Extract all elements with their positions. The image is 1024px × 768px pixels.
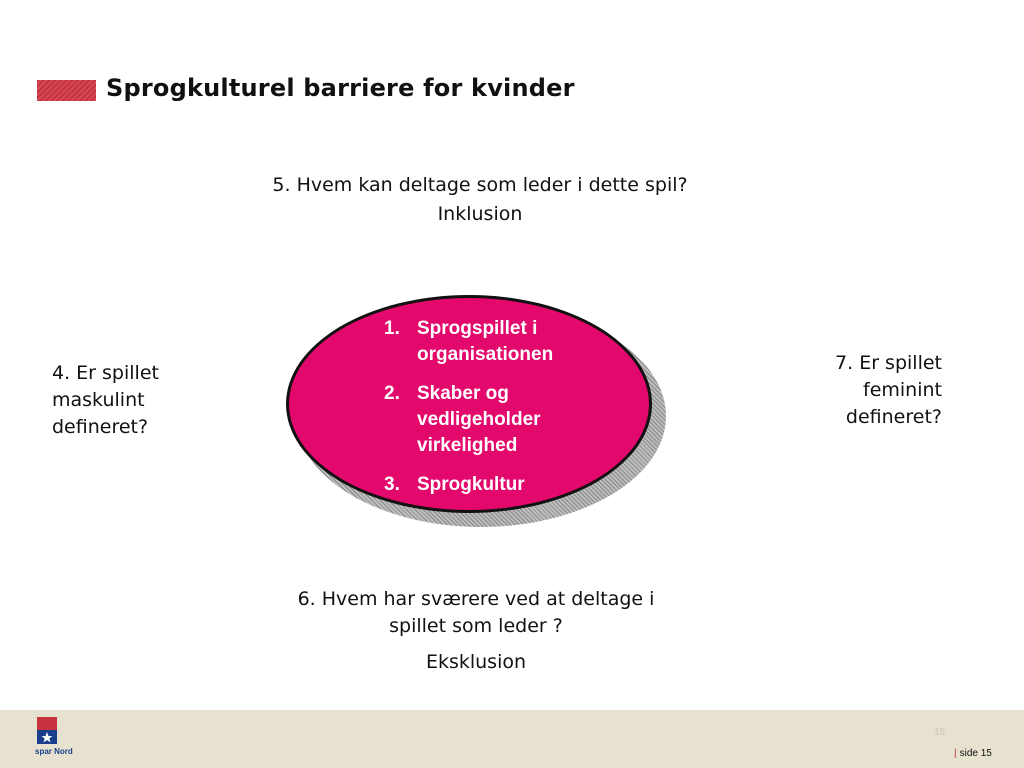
separator-bar: | bbox=[954, 748, 957, 759]
question-4-line-3: defineret? bbox=[52, 416, 149, 438]
ellipse-item-1-line-1: Sprogspillet i bbox=[417, 318, 538, 339]
slide-number-faint: 15 bbox=[934, 727, 946, 738]
question-5-sub: Inklusion bbox=[437, 203, 523, 225]
question-6-sub: Eksklusion bbox=[425, 651, 527, 673]
ellipse-item-2-number: 2. bbox=[384, 383, 400, 404]
ellipse-item-1-text bbox=[417, 316, 553, 368]
question-5 bbox=[180, 172, 780, 228]
question-6-line-2: spillet som leder ? bbox=[389, 615, 563, 637]
question-6-line-1: 6. Hvem har sværere ved at deltage i bbox=[297, 588, 655, 610]
ellipse-item-2-line-1: Skaber og bbox=[417, 383, 509, 404]
logo-text: spar Nord bbox=[35, 747, 73, 756]
ellipse-item-2 bbox=[384, 381, 624, 459]
question-7 bbox=[835, 350, 942, 431]
footer-band bbox=[0, 710, 1024, 768]
ellipse-item-3-text bbox=[417, 472, 525, 498]
ellipse-item-3-number: 3. bbox=[384, 474, 400, 495]
question-7-line-1: 7. Er spillet bbox=[835, 352, 942, 374]
title-accent-bar bbox=[37, 80, 96, 101]
ellipse-item-3 bbox=[384, 472, 624, 498]
ellipse-list bbox=[384, 316, 624, 511]
slide-title: Sprogkulturel barriere for kvinder bbox=[106, 74, 575, 102]
question-4 bbox=[52, 360, 159, 441]
page-indicator-text: side 15 bbox=[959, 748, 992, 759]
ellipse-item-2-text bbox=[417, 381, 541, 459]
question-7-line-2: feminint bbox=[863, 379, 942, 401]
question-5-text: 5. Hvem kan deltage som leder i dette spil? bbox=[272, 174, 688, 196]
ellipse-item-2-line-2: vedligeholder bbox=[417, 409, 541, 430]
ellipse-item-1-number: 1. bbox=[384, 318, 400, 339]
question-7-line-3: defineret? bbox=[845, 406, 942, 428]
page-indicator bbox=[954, 748, 992, 759]
ellipse-item-2-line-3: virkelighed bbox=[417, 435, 518, 456]
question-6 bbox=[226, 586, 726, 676]
ellipse-item-1 bbox=[384, 316, 624, 368]
ellipse-item-1-line-2: organisationen bbox=[417, 344, 554, 365]
question-4-line-2: maskulint bbox=[52, 389, 145, 411]
question-4-line-1: 4. Er spillet bbox=[52, 362, 159, 384]
ellipse-item-3-line-1: Sprogkultur bbox=[417, 474, 525, 495]
